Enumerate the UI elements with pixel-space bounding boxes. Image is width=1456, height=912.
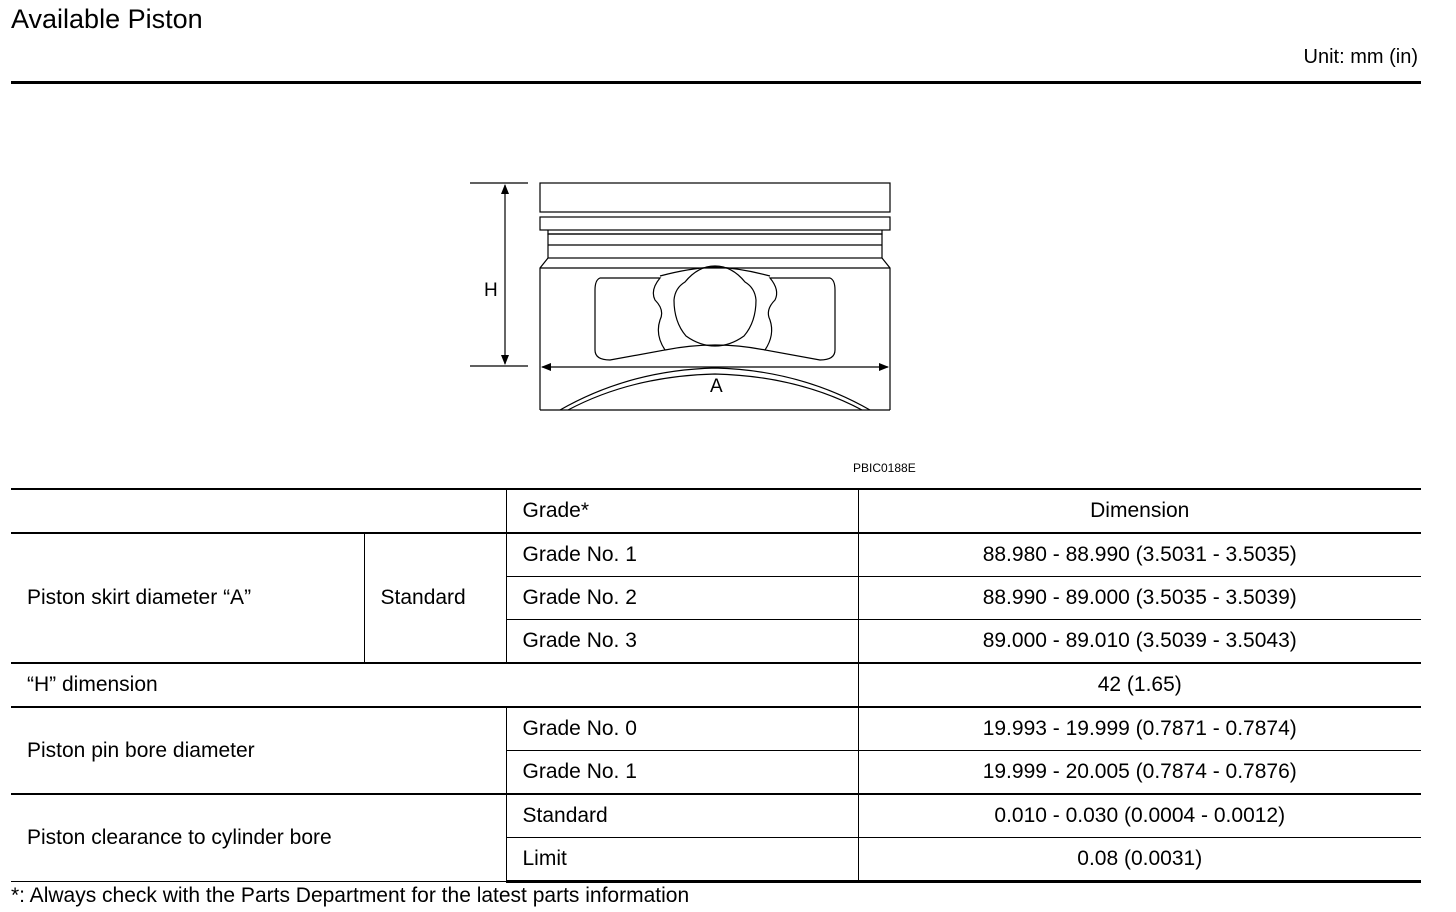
table-row xyxy=(11,707,1421,751)
value-cell: 19.993 - 19.999 (0.7871 - 0.7874) xyxy=(858,707,1421,751)
h-dimension-label: “H” dimension xyxy=(11,663,858,707)
grade-cell: Grade No. 2 xyxy=(506,577,858,620)
grade-cell: Grade No. 3 xyxy=(506,620,858,664)
table-row xyxy=(11,663,1421,707)
value-cell: 0.010 - 0.030 (0.0004 - 0.0012) xyxy=(858,794,1421,838)
grade-cell: Grade No. 1 xyxy=(506,751,858,795)
footnote: *: Always check with the Parts Department for the latest parts information xyxy=(11,884,690,907)
value-cell: 88.990 - 89.000 (3.5035 - 3.5039) xyxy=(858,577,1421,620)
header-grade: Grade* xyxy=(506,489,858,533)
piston-diagram xyxy=(460,170,920,420)
table-row xyxy=(11,794,1421,838)
label-h: H xyxy=(484,280,498,301)
figure-code: PBIC0188E xyxy=(853,461,916,475)
grade-cell: Grade No. 0 xyxy=(506,707,858,751)
value-cell: 19.999 - 20.005 (0.7874 - 0.7876) xyxy=(858,751,1421,795)
grade-cell: Standard xyxy=(506,794,858,838)
skirt-label: Piston skirt diameter “A” xyxy=(11,533,364,663)
header-dimension: Dimension xyxy=(858,489,1421,533)
value-cell: 42 (1.65) xyxy=(858,663,1421,707)
table-header-row xyxy=(11,489,1421,533)
piston-spec-table xyxy=(11,488,1421,883)
value-cell: 89.000 - 89.010 (3.5039 - 3.5043) xyxy=(858,620,1421,664)
value-cell: 88.980 - 88.990 (3.5031 - 3.5035) xyxy=(858,533,1421,577)
pin-bore-label: Piston pin bore diameter xyxy=(11,707,506,794)
clearance-label: Piston clearance to cylinder bore xyxy=(11,794,506,882)
grade-cell: Grade No. 1 xyxy=(506,533,858,577)
header-rule xyxy=(11,81,1421,84)
label-a: A xyxy=(710,376,723,397)
value-cell: 0.08 (0.0031) xyxy=(858,838,1421,882)
header-blank xyxy=(11,489,506,533)
grade-cell: Limit xyxy=(506,838,858,882)
table-row xyxy=(11,533,1421,577)
unit-label: Unit: mm (in) xyxy=(1303,46,1418,68)
skirt-sub: Standard xyxy=(364,533,506,663)
page-title: Available Piston xyxy=(11,4,203,34)
